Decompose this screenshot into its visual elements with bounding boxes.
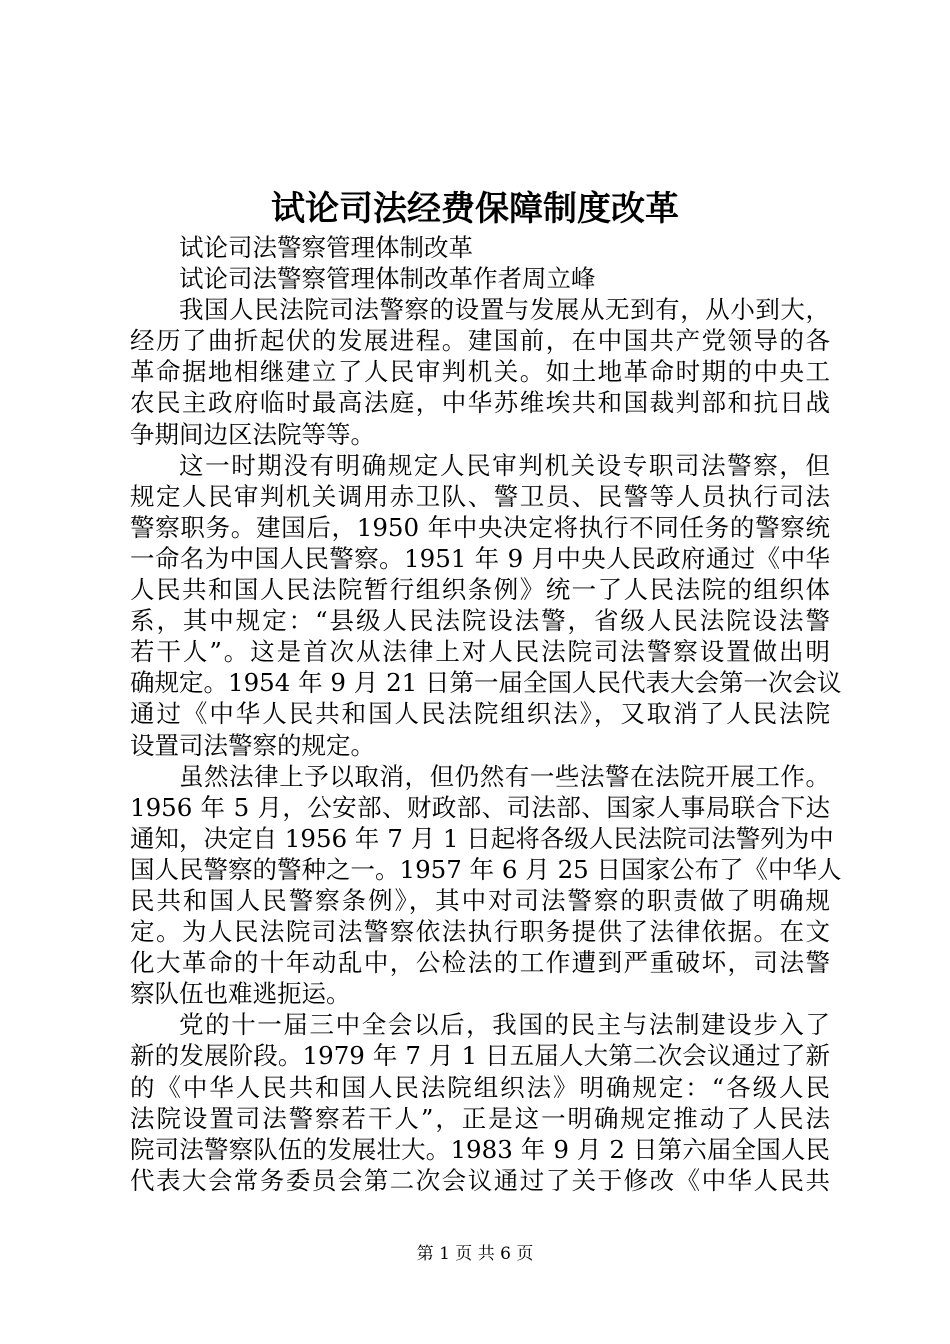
text-line: 院司法警察队伍的发展壮大。1983 年 9 月 2 日第六届全国人民 (130, 1134, 830, 1164)
text-line: 经历了曲折起伏的发展进程。建国前，在中国共产党领导的各 (130, 326, 830, 356)
document-body (130, 232, 842, 1196)
text-line: 我国人民法院司法警察的设置与发展从无到有，从小到大， (179, 295, 830, 325)
text-line: 若干人”。这是首次从法律上对人民法院司法警察设置做出明 (130, 637, 830, 667)
text-line: 试论司法警察管理体制改革 (179, 233, 473, 262)
text-line: 试论司法警察管理体制改革作者周立峰 (179, 264, 596, 294)
text-line: 争期间边区法院等等。 (130, 419, 375, 449)
text-line: 定。为人民法院司法警察依法执行职务提供了法律依据。在文 (130, 917, 830, 947)
document-title: 试论司法经费保障制度改革 (271, 189, 679, 229)
text-line: 这一时期没有明确规定人民审判机关设专职司法警察，但 (179, 450, 830, 480)
text-line: 一命名为中国人民警察。1951 年 9 月中央人民政府通过《中华 (130, 543, 830, 573)
text-line: 农民主政府临时最高法庭，中华苏维埃共和国裁判部和抗日战 (130, 388, 830, 418)
text-line: 的《中华人民共和国人民法院组织法》明确规定：“各级人民 (130, 1072, 830, 1102)
text-line: 虽然法律上予以取消，但仍然有一些法警在法院开展工作。 (179, 761, 830, 791)
text-line: 代表大会常务委员会第二次会议通过了关于修改《中华人民共 (130, 1165, 830, 1195)
text-line: 法院设置司法警察若干人”，正是这一明确规定推动了人民法 (130, 1103, 830, 1133)
text-line: 国人民警察的警种之一。1957 年 6 月 25 日国家公布了《中华人 (130, 854, 842, 884)
text-line: 1956 年 5 月，公安部、财政部、司法部、国家人事局联合下达 (130, 792, 830, 822)
text-line: 规定人民审判机关调用赤卫队、警卫员、民警等人员执行司法 (130, 481, 830, 511)
page-footer: 第 1 页 共 6 页 (416, 1244, 534, 1264)
text-line: 党的十一届三中全会以后，我国的民主与法制建设步入了 (179, 1010, 830, 1040)
text-line: 通知，决定自 1956 年 7 月 1 日起将各级人民法院司法警列为中 (130, 823, 834, 853)
text-line: 民共和国人民警察条例》，其中对司法警察的职责做了明确规 (130, 885, 830, 915)
text-line: 革命据地相继建立了人民审判机关。如土地革命时期的中央工 (130, 357, 830, 387)
text-line: 警察职务。建国后，1950 年中央决定将执行不同任务的警察统 (130, 512, 830, 542)
text-line: 设置司法警察的规定。 (130, 730, 375, 760)
text-line: 察队伍也难逃扼运。 (130, 979, 351, 1009)
text-line: 人民共和国人民法院暂行组织条例》统一了人民法院的组织体 (130, 575, 830, 605)
text-line: 确规定。1954 年 9 月 21 日第一届全国人民代表大会第一次会议 (130, 668, 842, 698)
text-line: 化大革命的十年动乱中，公检法的工作遭到严重破坏，司法警 (130, 948, 830, 978)
text-line: 系，其中规定：“县级人民法院设法警，省级人民法院设法警 (130, 606, 830, 636)
text-line: 新的发展阶段。1979 年 7 月 1 日五届人大第二次会议通过了新 (130, 1041, 830, 1071)
text-line: 通过《中华人民共和国人民法院组织法》，又取消了人民法院 (130, 699, 830, 729)
